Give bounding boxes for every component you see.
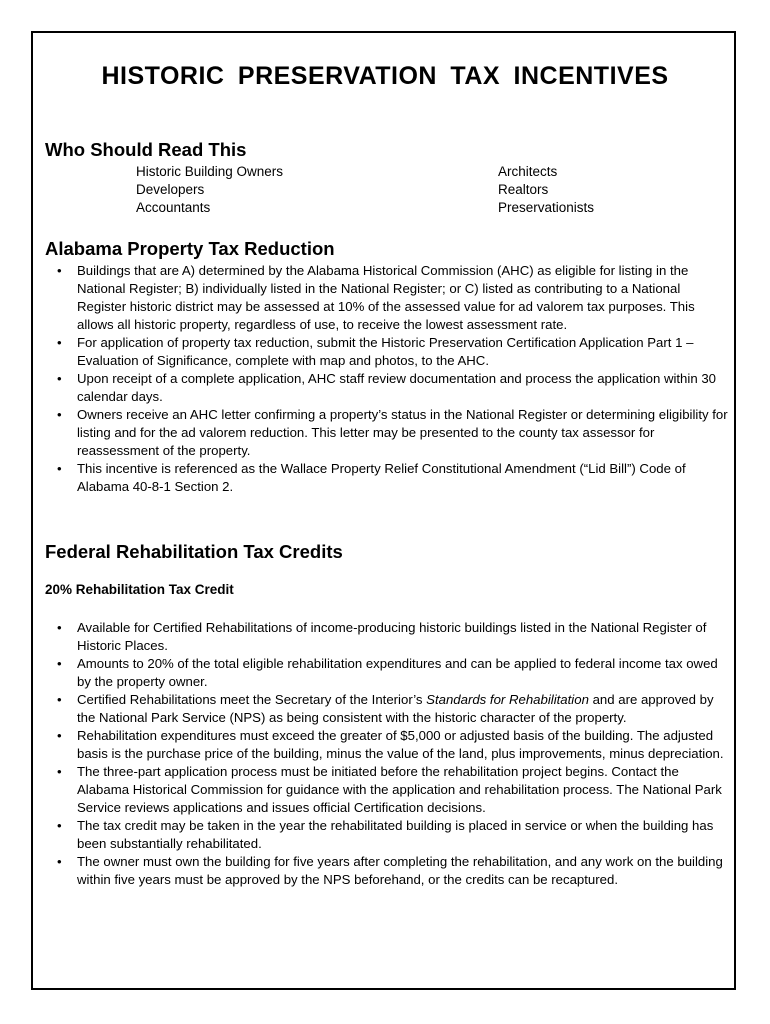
list-item: • Upon receipt of a complete application, AHC staff review documentation and process the application within 30 calendar days.	[57, 371, 716, 404]
audience-item: Architects	[498, 164, 558, 179]
list-item: • The owner must own the building for five years after completing the rehabilitation, and any work on the building within five years must be approved by the NPS beforehand, or the credits can be recaptured.	[57, 854, 723, 887]
audience-item: Developers	[136, 182, 205, 197]
rehab-credit-subheading: 20% Rehabilitation Tax Credit	[45, 582, 234, 597]
bullet-text: This incentive is referenced as the Wallace Property Relief Constitutional Amendment (“Lid Bill”) Code of Alabama 40-8-1 Section 2.	[77, 461, 686, 494]
standards-title: Standards for Rehabilitation	[426, 692, 589, 707]
list-item: • This incentive is referenced as the Wallace Property Relief Constitutional Amendment (“Lid Bill”) Code of Alabama 40-8-1 Section 2.	[57, 461, 686, 494]
bullet-text: The owner must own the building for five years after completing the rehabilitation, and any work on the building within five years must be approved by the NPS beforehand, or the credits can be recaptured.	[77, 854, 723, 887]
list-item: • Buildings that are A) determined by the Alabama Historical Commission (AHC) as eligible for listing in the National Register; B) individually listed in the National Register; or C) listed as contributing to a National Register historic district may be assessed at 10% of the assessed value for ad valorem tax purposes. This allows all historic property, regardless of use, to receive the lowest assessment rate.	[57, 263, 695, 332]
audience-item: Historic Building Owners	[136, 164, 284, 179]
bullet-text: The tax credit may be taken in the year the rehabilitated building is placed in service or when the building has been substantially rehabilitated.	[77, 818, 714, 851]
bullet-text: Owners receive an AHC letter confirming a property’s status in the National Register or determining eligibility for listing and for the ad valorem reduction. This letter may be presented to the county tax assessor for reassessment of the property.	[77, 407, 728, 458]
bullet-text: The three-part application process must be initiated before the rehabilitation project begins. Contact the Alabama Historical Commission for guidance with the application and rehabilitation process. The National Park Service reviews applications and issues official Certification decisions.	[77, 764, 722, 815]
federal-credits-heading: Federal Rehabilitation Tax Credits	[45, 541, 343, 562]
audience-item: Realtors	[498, 182, 549, 197]
audience-item: Accountants	[136, 200, 211, 215]
list-item: • Available for Certified Rehabilitations of income-producing historic buildings listed in the National Register of Historic Places.	[57, 620, 707, 653]
list-item: • For application of property tax reduction, submit the Historic Preservation Certification Application Part 1 – Evaluation of Significance, complete with map and photos, to the AHC.	[57, 335, 694, 368]
list-item: • The three-part application process must be initiated before the rehabilitation project begins. Contact the Alabama Historical Commission for guidance with the application and rehabilitation process. The National Park Service reviews applications and issues official Certification decisions.	[57, 764, 722, 815]
page-title: HISTORIC PRESERVATION TAX INCENTIVES	[101, 62, 669, 90]
bullet-text: Buildings that are A) determined by the Alabama Historical Commission (AHC) as eligible for listing in the National Register; B) individually listed in the National Register; or C) listed as contributing to a National Register historic district may be assessed at 10% of the assessed value for ad valorem tax purposes. This allows all historic property, regardless of use, to receive the lowest assessment rate.	[77, 263, 695, 332]
list-item: • Certified Rehabilitations meet the Secretary of the Interior’s Standards for Rehabilitation and are approved by the National Park Service (NPS) as being consistent with the historic character of the property.	[57, 692, 714, 725]
list-item: • Amounts to 20% of the total eligible rehabilitation expenditures and can be applied to federal income tax owed by the property owner.	[57, 656, 718, 689]
list-item: • Rehabilitation expenditures must exceed the greater of $5,000 or adjusted basis of the building. The adjusted basis is the purchase price of the building, minus the value of the land, plus improvements, minus depreciation.	[57, 728, 724, 761]
federal-bullet-list	[45, 619, 730, 889]
bullet-text: Amounts to 20% of the total eligible rehabilitation expenditures and can be applied to federal income tax owed by the property owner.	[77, 656, 718, 689]
who-should-read-heading: Who Should Read This	[45, 139, 247, 160]
bullet-text: Upon receipt of a complete application, AHC staff review documentation and process the application within 30 calendar days.	[77, 371, 716, 404]
bullet-text: Available for Certified Rehabilitations of income-producing historic buildings listed in the National Register of Historic Places.	[77, 620, 707, 653]
audience-item: Preservationists	[498, 200, 595, 215]
audience-column-2	[498, 163, 594, 217]
list-item: • The tax credit may be taken in the year the rehabilitated building is placed in service or when the building has been substantially rehabilitated.	[57, 818, 714, 851]
bullet-text: Certified Rehabilitations meet the Secretary of the Interior’s Standards for Rehabilitation and are approved by the National Park Service (NPS) as being consistent with the historic character of the property.	[77, 692, 714, 725]
bullet-text: Rehabilitation expenditures must exceed the greater of $5,000 or adjusted basis of the building. The adjusted basis is the purchase price of the building, minus the value of the land, plus improvements, minus depreciation.	[77, 728, 724, 761]
alabama-bullet-list	[45, 262, 730, 496]
bullet-text: For application of property tax reduction, submit the Historic Preservation Certification Application Part 1 – Evaluation of Significance, complete with map and photos, to the AHC.	[77, 335, 694, 368]
audience-column-1	[136, 163, 283, 217]
list-item: • Owners receive an AHC letter confirming a property’s status in the National Register or determining eligibility for listing and for the ad valorem reduction. This letter may be presented to the county tax assessor for reassessment of the property.	[57, 407, 728, 458]
alabama-tax-heading: Alabama Property Tax Reduction	[45, 238, 335, 259]
